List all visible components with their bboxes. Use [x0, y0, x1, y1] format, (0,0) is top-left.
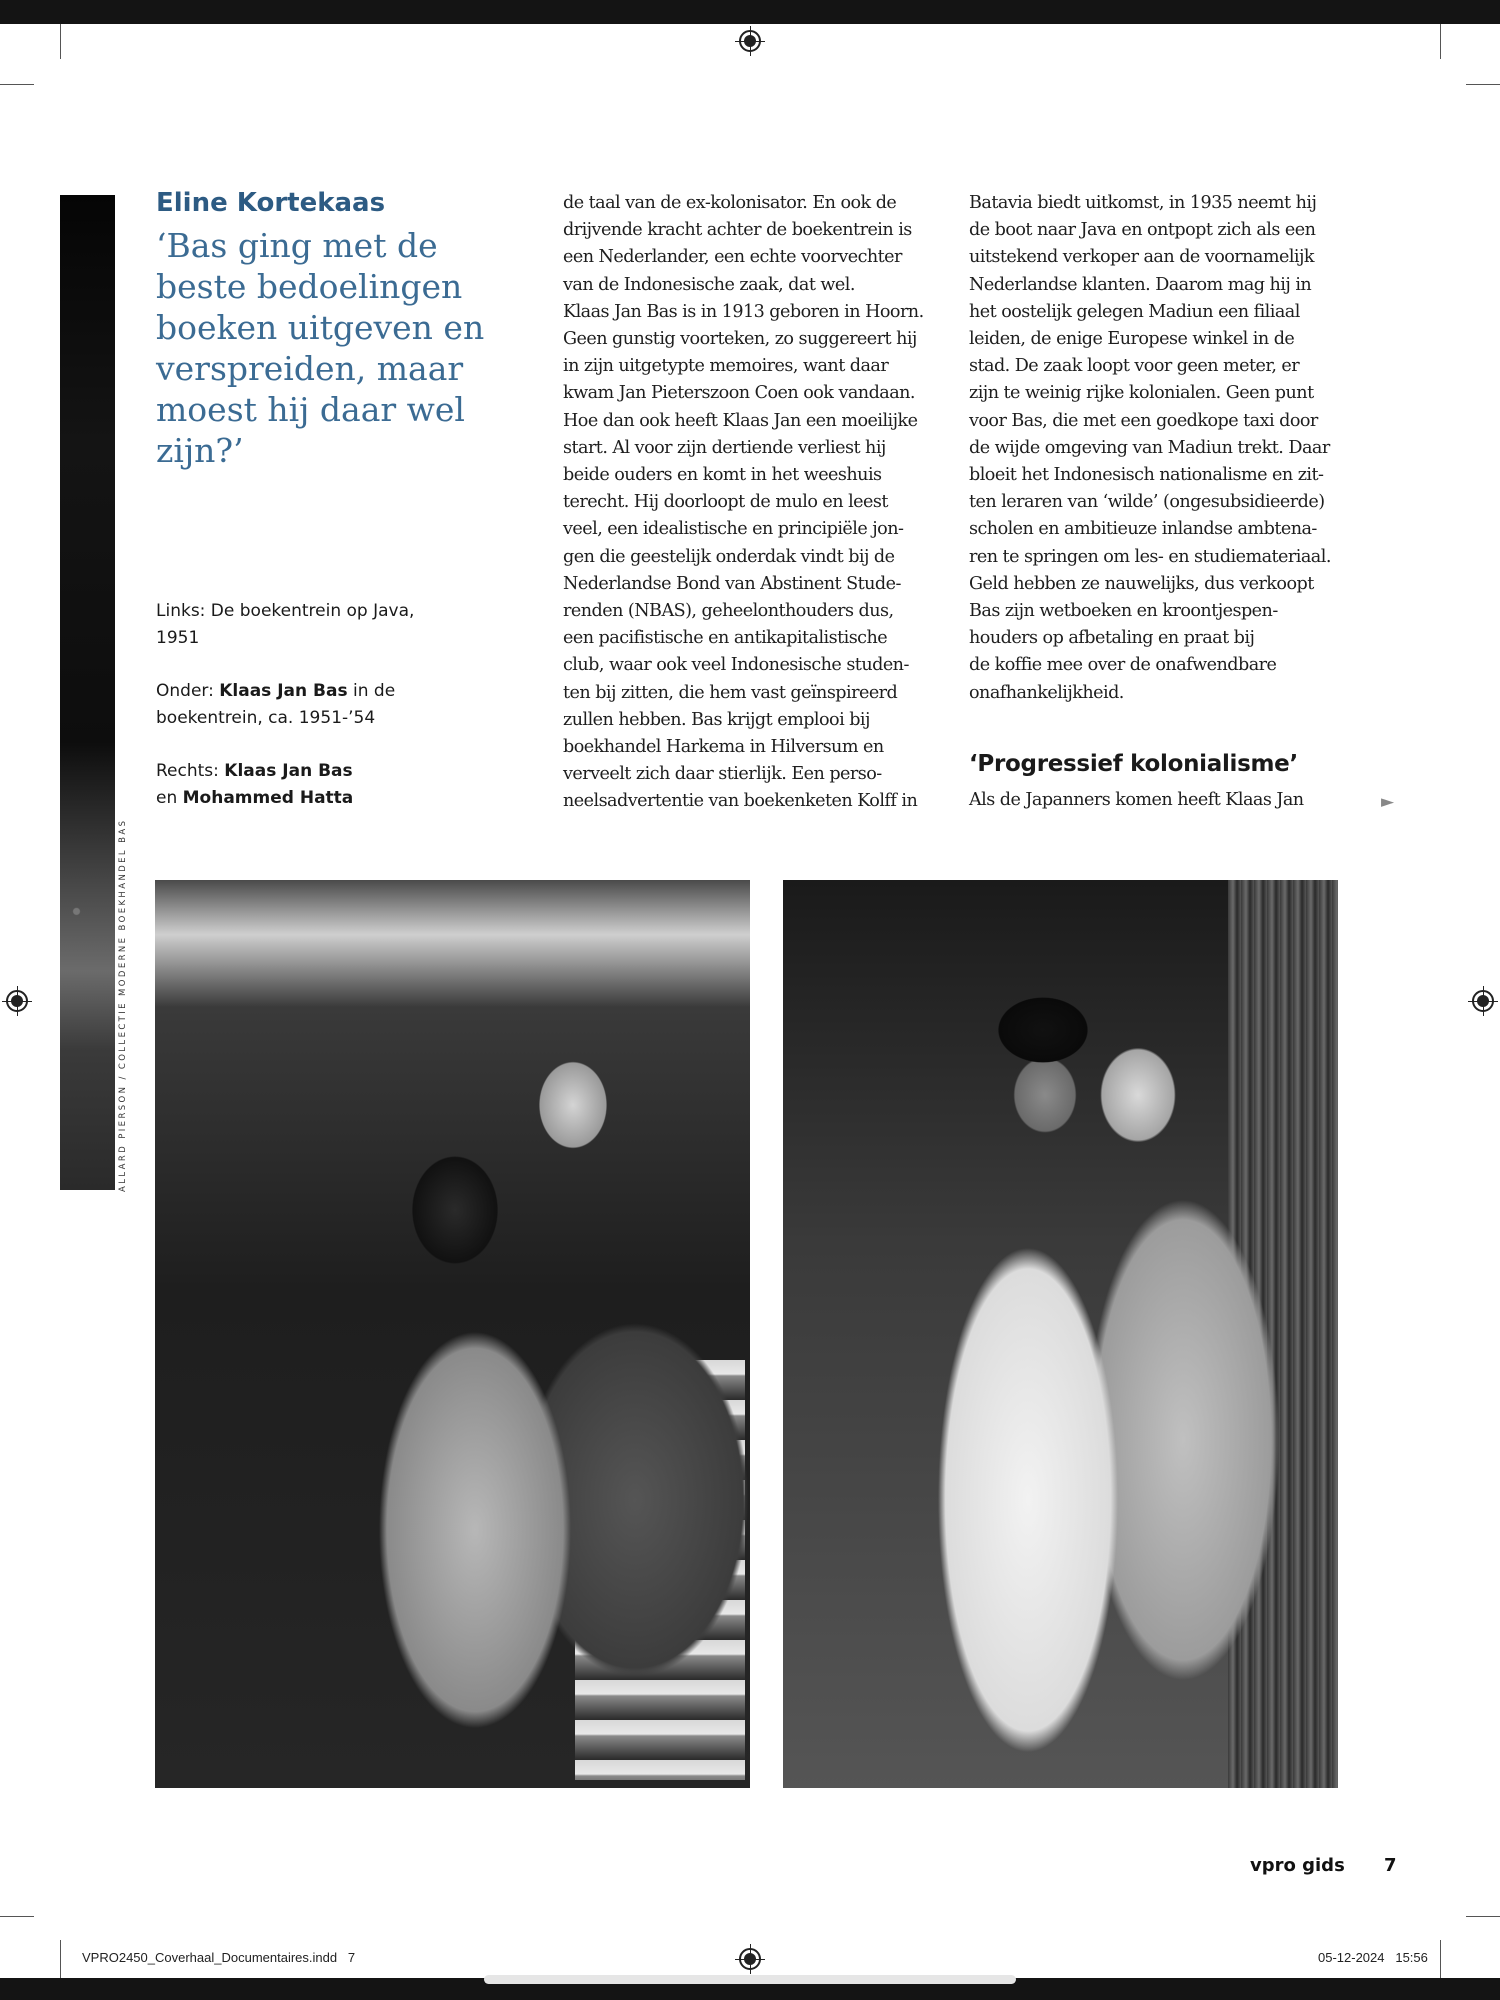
body-line: leiden, de enige Europese winkel in de: [969, 329, 1295, 350]
body-line: de taal van de ex-kolonisator. En ook de: [563, 193, 897, 213]
body-line: verveelt zich daar stierlijk. Een perso-: [563, 764, 882, 785]
body-line: scholen en ambitieuze inlandse ambtena-: [969, 519, 1317, 540]
body-line: Batavia biedt uitkomst, in 1935 neemt hij: [969, 193, 1317, 213]
body-line: Hoe dan ook heeft Klaas Jan een moeilijke: [563, 410, 918, 431]
photo-bas-and-hatta: [783, 880, 1338, 1788]
body-line: in zijn uitgetypte memoires, want daar: [563, 356, 889, 377]
body-line: renden (NBAS), geheelonthouders dus,: [563, 601, 894, 622]
crop-mark: [1466, 1916, 1500, 1917]
page-number: 7: [1384, 1855, 1397, 1876]
top-bar: [0, 0, 1500, 24]
body-line: ten bij zitten, die hem vast geïnspireerd: [563, 682, 898, 703]
caption-right: Rechts: Klaas Jan Bas en Mohammed Hatta: [156, 761, 354, 808]
crop-mark: [60, 1940, 61, 1978]
author-name: Eline Kortekaas: [156, 188, 386, 218]
slug-filename: VPRO2450_Coverhaal_Documentaires.indd 7: [82, 1950, 356, 1965]
body-line: kwam Jan Pieterszoon Coen ook vandaan.: [563, 383, 915, 404]
body-line: terecht. Hij doorloopt de mulo en leest: [563, 492, 888, 513]
body-line: drijvende kracht achter de boekentrein is: [563, 220, 912, 241]
body-line: veel, een idealistische en principiële jon-: [563, 519, 904, 540]
body-line: start. Al voor zijn dertiende verliest hij: [563, 437, 886, 458]
body-line: Klaas Jan Bas is in 1913 geboren in Hoorn.: [563, 301, 924, 322]
photo-captions: [156, 598, 436, 838]
body-line: voor Bas, die met een goedkope taxi door: [969, 410, 1318, 431]
body-line: beide ouders en komt in het weeshuis: [563, 465, 882, 486]
crop-mark: [60, 24, 61, 59]
body-line: zullen hebben. Bas krijgt emplooi bij: [563, 709, 870, 730]
photo-credit: ALLARD PIERSON / COLLECTIE MODERNE BOEKHANDEL BAS: [118, 818, 128, 1192]
body-line: de koffie mee over de onafwendbare: [969, 655, 1277, 676]
home-indicator: [484, 1975, 1016, 1984]
crop-mark: [1440, 1940, 1441, 1978]
registration-mark-icon: [739, 30, 761, 52]
body-column-3: [969, 190, 1349, 707]
body-line: een Nederlander, een echte voorvechter: [563, 247, 902, 268]
body-line: ten leraren van ‘wilde’ (ongesubsidieerde): [969, 492, 1325, 513]
continued-text-line: Als de Japanners komen heeft Klaas Jan: [969, 790, 1304, 810]
registration-mark-icon: [1472, 990, 1494, 1012]
slug-datetime: 05-12-2024 15:56: [1318, 1950, 1428, 1965]
caption-left: Links: De boekentrein op Java, 1951: [156, 601, 415, 648]
body-line: Nederlandse klanten. Daarom mag hij in: [969, 274, 1312, 295]
left-photo-strip: [60, 195, 115, 1190]
crop-mark: [1440, 24, 1441, 59]
body-line: onafhankelijkheid.: [969, 682, 1124, 703]
body-line: Geen gunstig voorteken, zo suggereert hij: [563, 329, 917, 350]
crop-mark: [1466, 84, 1500, 85]
body-line: gen die geestelijk onderdak vindt bij de: [563, 546, 895, 567]
body-line: de wijde omgeving van Madiun trekt. Daar: [969, 437, 1330, 458]
body-line: boekhandel Harkema in Hilversum en: [563, 737, 884, 758]
body-line: bloeit het Indonesisch nationalisme en zit-: [969, 465, 1324, 486]
body-line: houders op afbetaling en praat bij: [969, 628, 1255, 649]
body-line: zijn te weinig rijke kolonialen. Geen punt: [969, 383, 1314, 404]
body-line: uitstekend verkoper aan de voornamelijk: [969, 247, 1315, 268]
caption-below: Onder: Klaas Jan Bas in de boekentrein, ca. 1951-’54: [156, 681, 396, 728]
body-line: club, waar ook veel Indonesische studen-: [563, 655, 909, 676]
crop-mark: [0, 1916, 34, 1917]
body-line: neelsadvertentie van boekenketen Kolff in: [563, 791, 918, 812]
magazine-name: vpro gids: [1250, 1855, 1345, 1876]
crop-mark: [0, 84, 34, 85]
registration-mark-icon: [6, 990, 28, 1012]
body-line: stad. De zaak loopt voor geen meter, er: [969, 356, 1300, 377]
body-line: de boot naar Java en ontpopt zich als een: [969, 220, 1316, 241]
photo-book-train: [155, 880, 750, 1788]
body-line: een pacifistische en antikapitalistische: [563, 628, 888, 649]
registration-mark-icon: [739, 1948, 761, 1970]
body-line: het oostelijk gelegen Madiun een filiaal: [969, 301, 1300, 322]
body-line: ren te springen om les- en studiemateriaal.: [969, 546, 1331, 567]
body-column-2: [563, 190, 943, 816]
body-line: Nederlandse Bond van Abstinent Stude-: [563, 573, 901, 594]
body-line: Bas zijn wetboeken en kroontjespen-: [969, 601, 1278, 622]
subheading: ‘Progressief kolonialisme’: [969, 751, 1298, 777]
body-line: Geld hebben ze nauwelijks, dus verkoopt: [969, 573, 1314, 594]
continue-arrow-icon: ►: [1381, 792, 1395, 812]
body-line: van de Indonesische zaak, dat wel.: [563, 274, 855, 295]
pull-quote: ‘Bas ging met de beste bedoelingen boeken uitgeven en verspreiden, maar moest hij daar wel zijn?’: [156, 226, 485, 470]
